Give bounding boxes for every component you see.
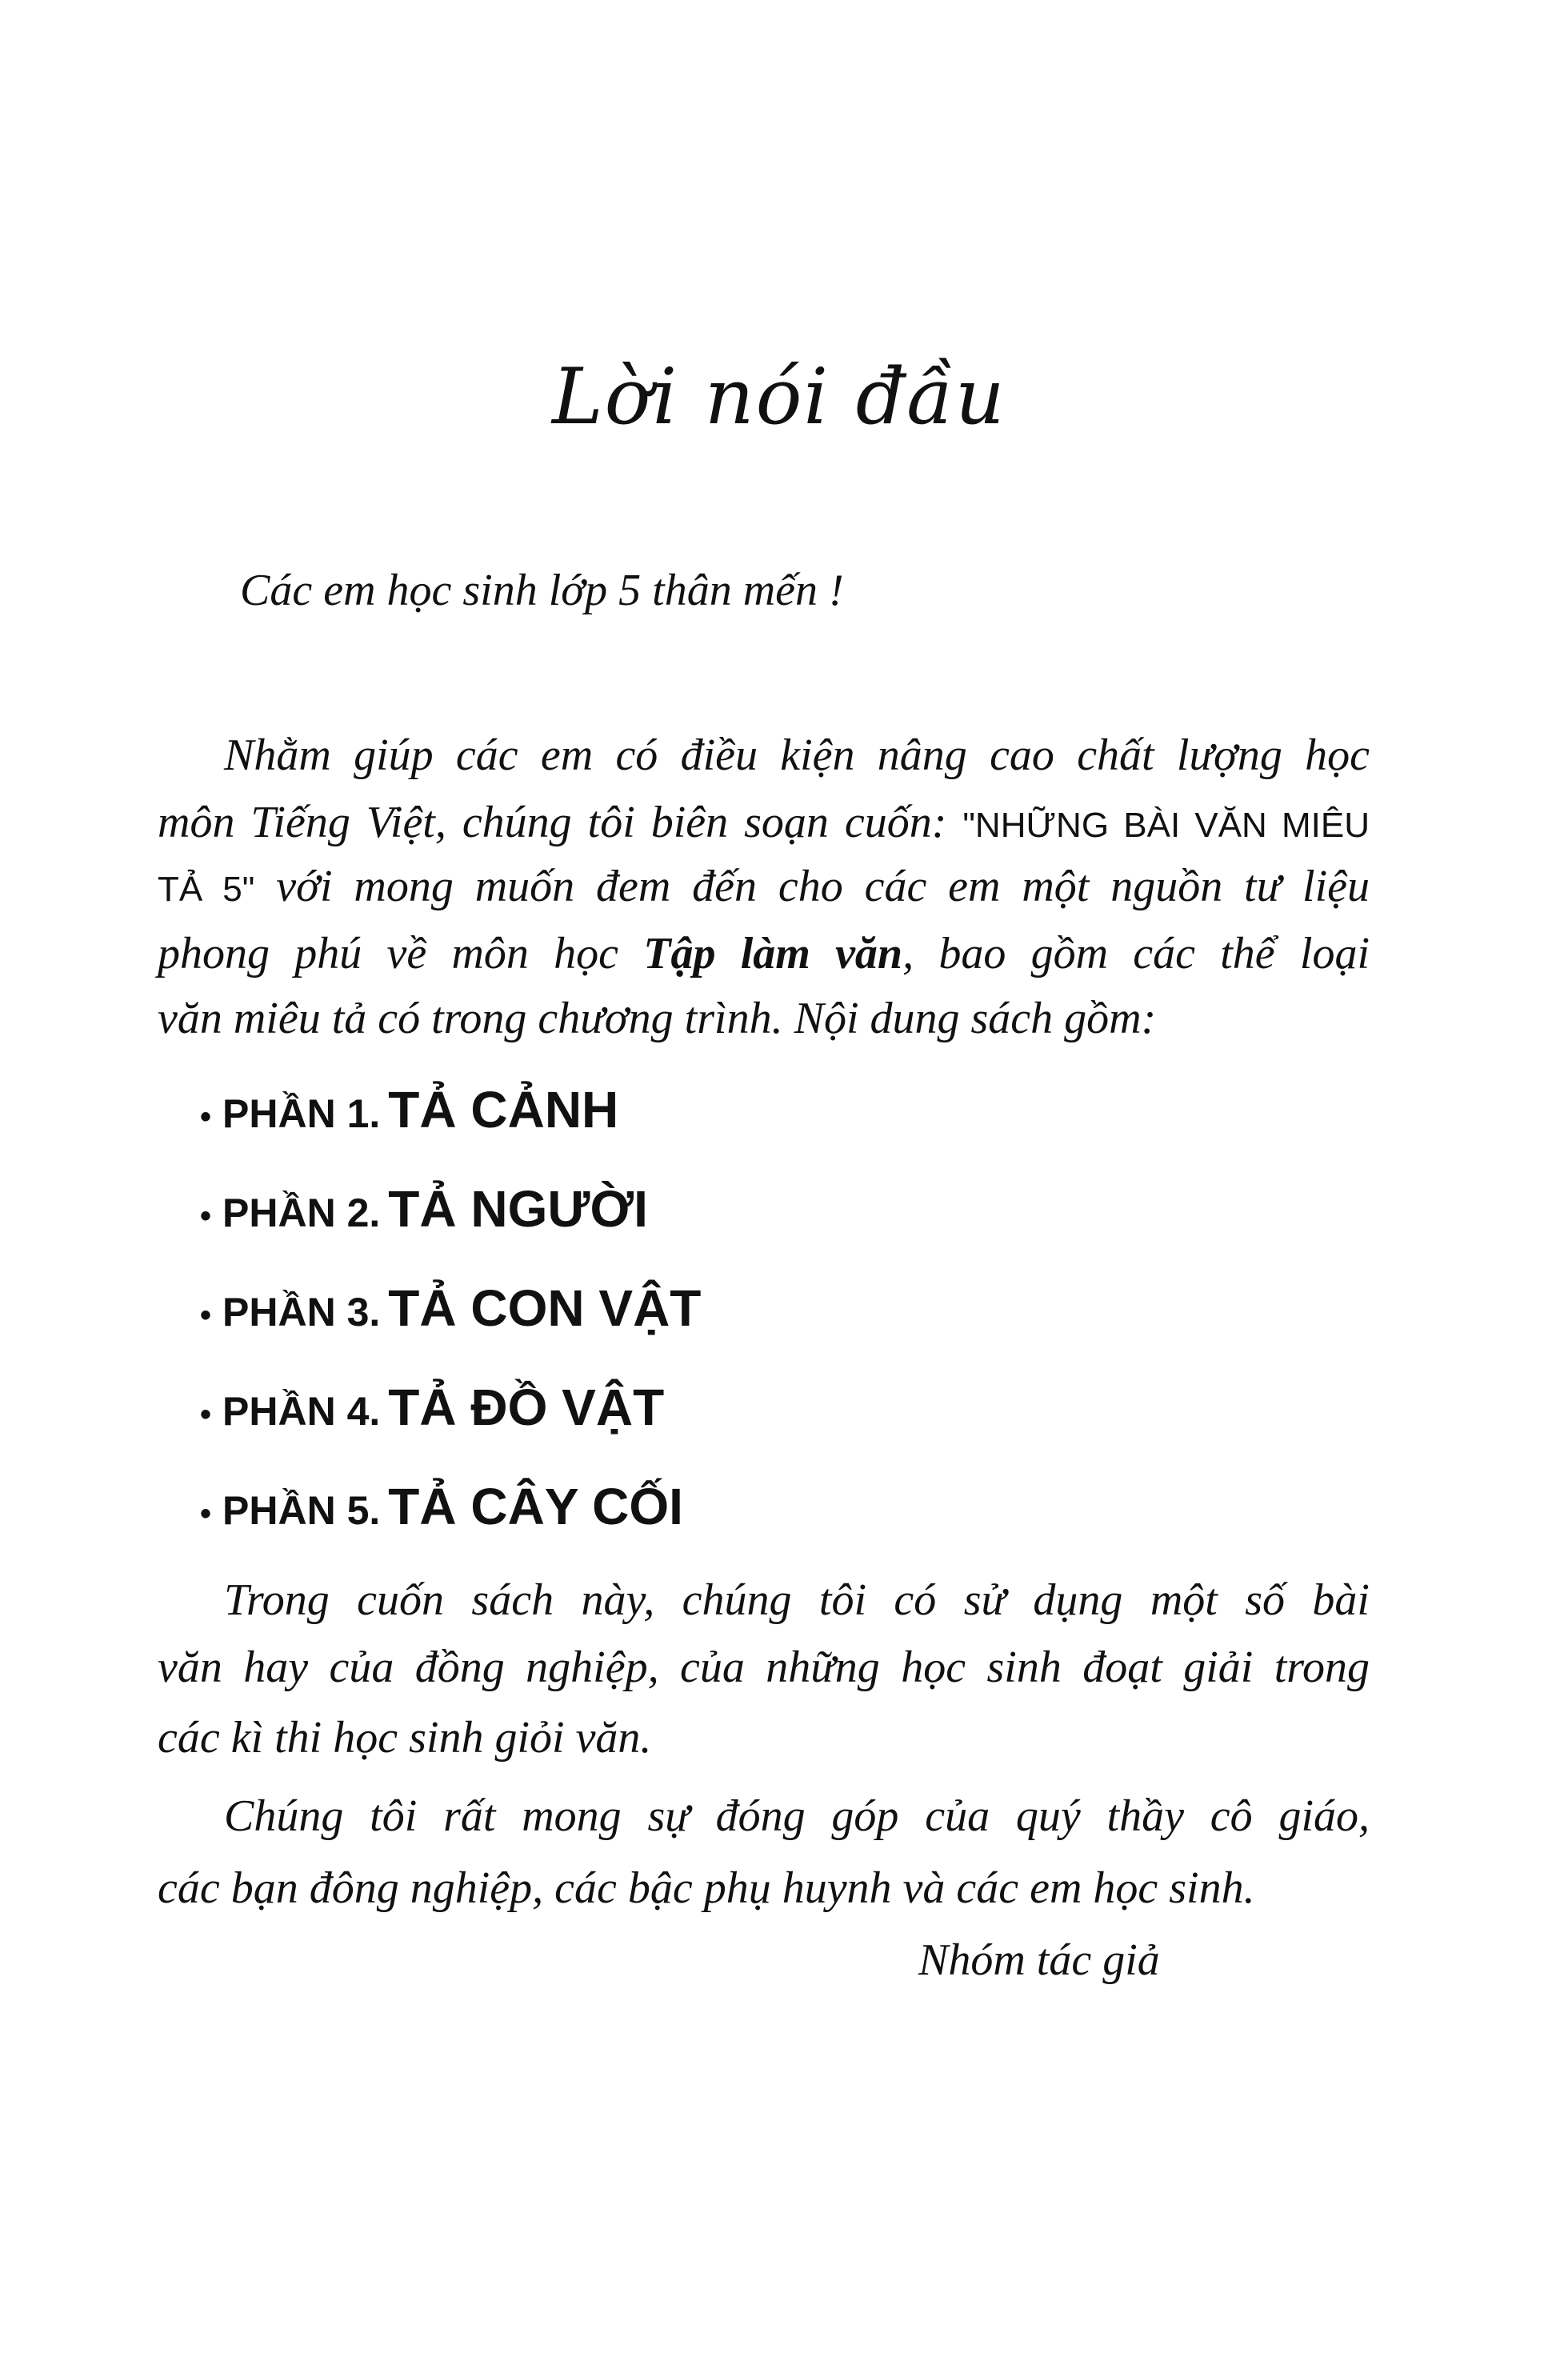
- paragraph-line: Chúng tôi rất mong sự đóng góp của quý thầy cô giáo,: [224, 1791, 1370, 1841]
- bullet-icon: •: [200, 1099, 212, 1134]
- greeting: Các em học sinh lớp 5 thân mến !: [240, 566, 844, 615]
- intro-text: với mong muốn đem đến cho các em một nguồn tư liệu: [254, 862, 1370, 911]
- intro-line: [158, 928, 1370, 979]
- intro-line: [158, 861, 1370, 912]
- intro-text: phong phú về môn học: [158, 929, 644, 978]
- page-title: Lời nói đầu: [552, 352, 1006, 442]
- bullet-icon: •: [200, 1496, 212, 1531]
- part-item: [200, 1477, 683, 1536]
- bullet-icon: •: [200, 1199, 212, 1234]
- bullet-icon: •: [200, 1298, 212, 1333]
- part-number: PHẦN 5.: [222, 1488, 381, 1533]
- part-item: [200, 1179, 648, 1239]
- part-item: [200, 1080, 618, 1139]
- part-number: PHẦN 3.: [222, 1290, 381, 1335]
- part-number: PHẦN 4.: [222, 1389, 381, 1434]
- signature: Nhóm tác giả: [918, 1935, 1160, 1985]
- part-item: [200, 1279, 701, 1338]
- part-topic: TẢ NGƯỜI: [388, 1180, 648, 1238]
- intro-text: môn Tiếng Việt, chúng tôi biên soạn cuốn:: [158, 798, 947, 847]
- subject-name: Tập làm văn: [643, 929, 903, 978]
- paragraph-line: các bạn đông nghiệp, các bậc phụ huynh và các em học sinh.: [158, 1863, 1255, 1913]
- part-number: PHẦN 2.: [222, 1191, 381, 1235]
- part-topic: TẢ CÂY CỐI: [388, 1478, 683, 1535]
- intro-line: Nhằm giúp các em có điều kiện nâng cao chất lượng học: [224, 730, 1370, 780]
- part-topic: TẢ CẢNH: [388, 1081, 619, 1138]
- part-number: PHẦN 1.: [222, 1091, 381, 1136]
- paragraph-line: các kì thi học sinh giỏi văn.: [158, 1713, 652, 1763]
- paragraph-line: Trong cuốn sách này, chúng tôi có sử dụng một số bài: [224, 1575, 1370, 1625]
- book-title: TẢ 5": [158, 870, 255, 909]
- part-topic: TẢ ĐỒ VẬT: [388, 1379, 665, 1436]
- bullet-icon: •: [200, 1397, 212, 1432]
- paragraph-line: văn hay của đồng nghiệp, của những học sinh đoạt giải trong: [158, 1643, 1370, 1692]
- part-item: [200, 1378, 664, 1437]
- intro-line: văn miêu tả có trong chương trình. Nội dung sách gồm:: [158, 994, 1157, 1043]
- intro-text: , bao gồm các thể loại: [902, 929, 1370, 978]
- book-title: "NHỮNG BÀI VĂN MIÊU: [962, 806, 1370, 845]
- intro-line: [158, 797, 1370, 848]
- part-topic: TẢ CON VẬT: [388, 1279, 702, 1337]
